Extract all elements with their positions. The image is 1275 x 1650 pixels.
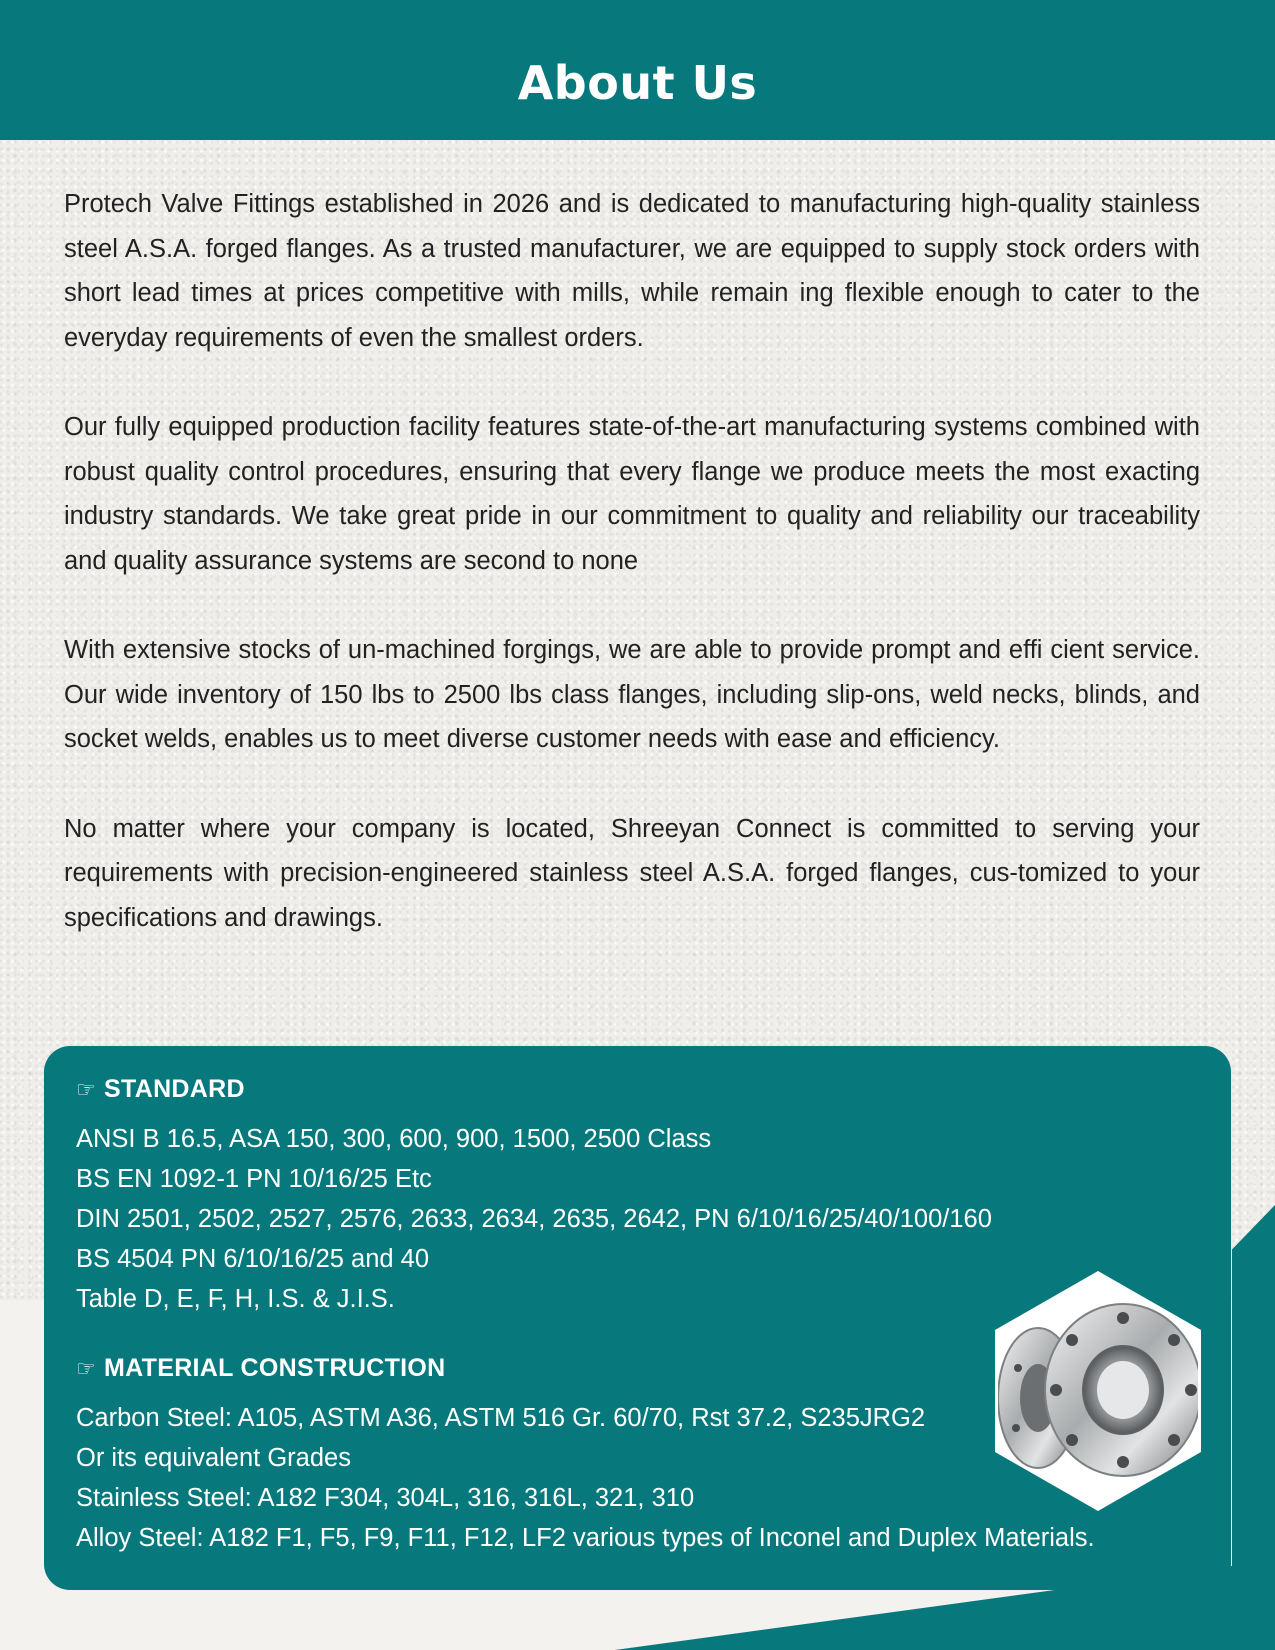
standard-item: BS EN 1092-1 PN 10/16/25 Etc: [76, 1165, 432, 1193]
standard-list: [76, 1119, 992, 1319]
material-item: Alloy Steel: A182 F1, F5, F9, F11, F12, LF2 various types of Inconel and Duplex Materials.: [76, 1524, 1095, 1552]
header-bar: [0, 0, 1275, 140]
standard-item: DIN 2501, 2502, 2527, 2576, 2633, 2634, 2635, 2642, PN 6/10/16/25/40/100/160: [76, 1205, 992, 1233]
standard-item: Table D, E, F, H, I.S. & J.I.S.: [76, 1285, 395, 1313]
paragraph-intro: Protech Valve Fittings established in 2026 and is dedicated to manufacturing high-quality stainless steel A.S.A. forged flanges. As a trusted manufacturer, we are equipped to supply stock orders with short lead times at prices competitive with mills, while remain ing flexible enough to cater to the everyday requirements of even the smallest orders.: [64, 190, 1200, 352]
material-heading: [76, 1354, 446, 1383]
paragraph-stocks: With extensive stocks of un-machined forgings, we are able to provide prompt and effi cient service. Our wide inventory of 150 lbs to 2500 lbs class flanges, including slip-ons, weld necks, blinds, and socket welds, enables us to meet diverse customer needs with ease and efficiency.: [64, 636, 1200, 753]
material-item: Stainless Steel: A182 F304, 304L, 316, 316L, 321, 310: [76, 1484, 695, 1512]
paragraph-commitment: No matter where your company is located, Shreeyan Connect is committed to serving your requirements with precision-engineered stainless steel A.S.A. forged flanges, cus-tomized to your specifications and drawings.: [64, 814, 1200, 932]
standard-title: STANDARD: [104, 1075, 245, 1103]
material-list: [76, 1398, 1095, 1558]
pointing-hand-icon: ☞: [76, 1356, 97, 1381]
standard-item: BS 4504 PN 6/10/16/25 and 40: [76, 1245, 430, 1273]
standard-item: ANSI B 16.5, ASA 150, 300, 600, 900, 1500, 2500 Class: [76, 1125, 712, 1153]
paragraph-facility: Our fully equipped production facility features state-of-the-art manufacturing systems combined with robust quality control procedures, ensuring that every flange we produce meets the most exacting industry standards. We take great pride in our commitment to quality and reliability our traceability and quality assurance systems are second to none: [64, 413, 1200, 575]
material-item: Carbon Steel: A105, ASTM A36, ASTM 516 Gr. 60/70, Rst 37.2, S235JRG2: [76, 1404, 926, 1432]
about-body: [64, 182, 1200, 985]
flange-image: [978, 1268, 1218, 1514]
material-title: MATERIAL CONSTRUCTION: [104, 1354, 446, 1382]
standard-heading: [76, 1075, 245, 1104]
material-item: Or its equivalent Grades: [76, 1444, 351, 1472]
page-title: About Us: [517, 56, 758, 110]
pointing-hand-icon: ☞: [76, 1077, 97, 1102]
